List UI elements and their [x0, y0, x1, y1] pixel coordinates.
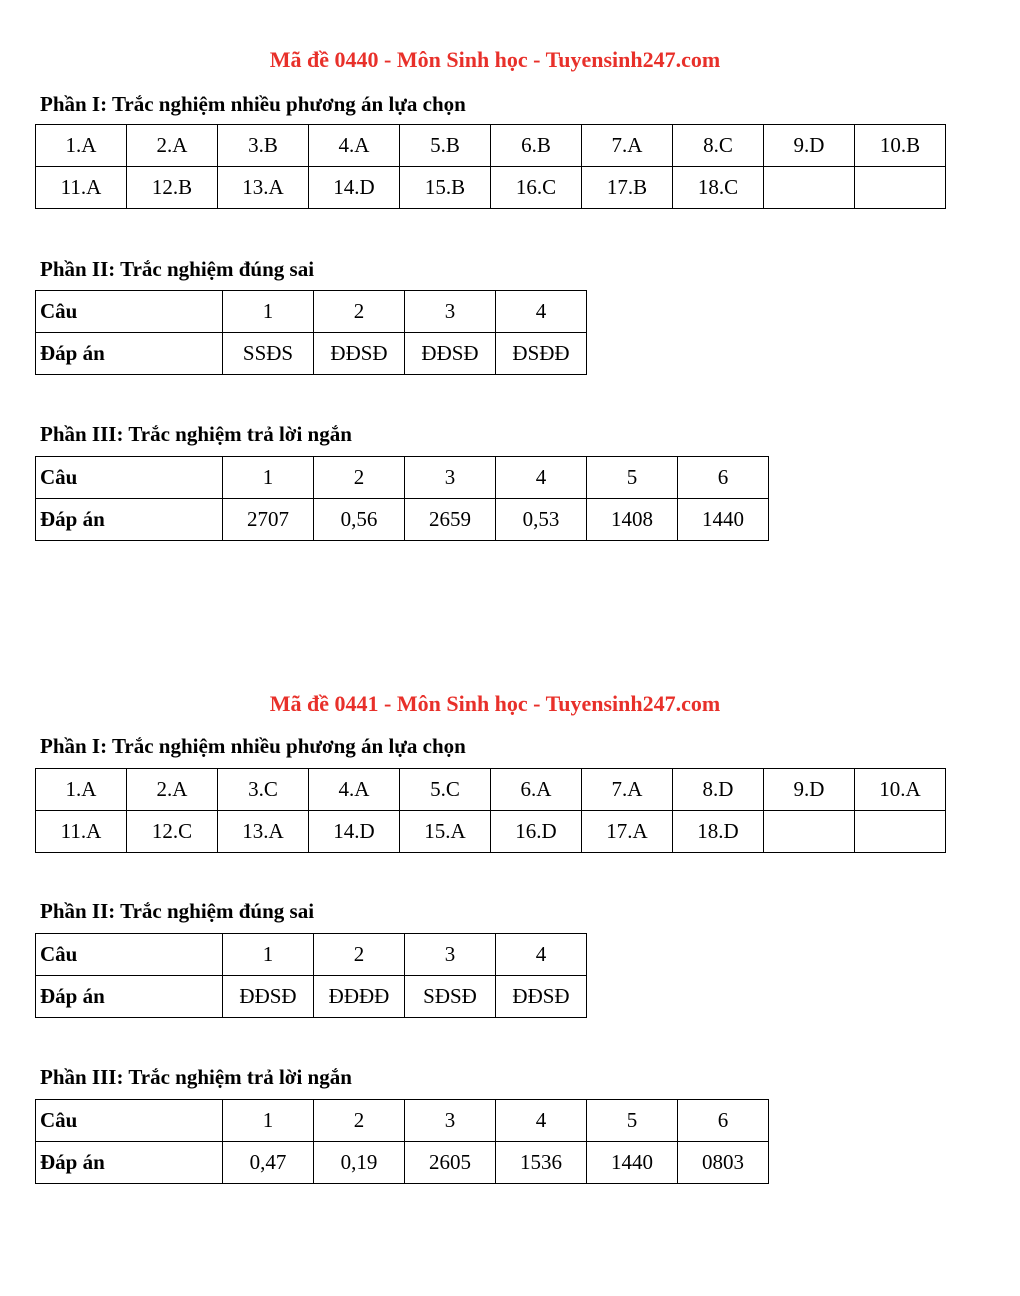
- answer-cell: 14.D: [309, 167, 400, 209]
- answer-cell: 2659: [405, 499, 496, 541]
- question-cell: 4: [496, 1100, 587, 1142]
- answer-cell: 12.C: [127, 811, 218, 853]
- part1-answer-table: [35, 124, 946, 209]
- answer-cell: 6.B: [491, 125, 582, 167]
- question-cell: 1: [223, 1100, 314, 1142]
- answer-cell: 1440: [678, 499, 769, 541]
- answer-cell: ĐSĐĐ: [496, 333, 587, 375]
- answer-cell: ĐĐSĐ: [405, 333, 496, 375]
- question-cell: 5: [587, 1100, 678, 1142]
- answer-cell: 6.A: [491, 769, 582, 811]
- question-cell: 6: [678, 457, 769, 499]
- answer-cell: 10.A: [855, 769, 946, 811]
- answer-cell: 0,47: [223, 1142, 314, 1184]
- answer-cell: 18.C: [673, 167, 764, 209]
- part3-answer-table: [35, 1099, 769, 1184]
- answer-label: Đáp án: [36, 1142, 223, 1184]
- answer-cell: 0,56: [314, 499, 405, 541]
- question-cell: 1: [223, 934, 314, 976]
- answer-cell: 8.D: [673, 769, 764, 811]
- part1-title: Phần I: Trắc nghiệm nhiều phương án lựa chọn: [40, 734, 466, 758]
- question-cell: 2: [314, 457, 405, 499]
- part1-answer-table: [35, 768, 946, 853]
- table-row: [36, 769, 946, 811]
- answer-cell: 15.A: [400, 811, 491, 853]
- answer-cell: ĐĐSĐ: [223, 976, 314, 1018]
- answer-label: Đáp án: [36, 976, 223, 1018]
- table-row: [36, 1142, 769, 1184]
- table-row: [36, 333, 587, 375]
- answer-cell: 4.A: [309, 769, 400, 811]
- answer-cell: 16.C: [491, 167, 582, 209]
- answer-label: Đáp án: [36, 333, 223, 375]
- answer-cell: 0803: [678, 1142, 769, 1184]
- answer-cell: 17.B: [582, 167, 673, 209]
- answer-cell: 13.A: [218, 811, 309, 853]
- question-cell: 2: [314, 934, 405, 976]
- answer-cell: 10.B: [855, 125, 946, 167]
- answer-cell: [764, 167, 855, 209]
- part2-title: Phần II: Trắc nghiệm đúng sai: [40, 899, 315, 923]
- exam-title: Mã đề 0441 - Môn Sinh học - Tuyensinh247.com: [269, 691, 721, 716]
- question-label: Câu: [36, 1100, 223, 1142]
- question-cell: 2: [314, 1100, 405, 1142]
- question-cell: 3: [405, 291, 496, 333]
- answer-cell: ĐĐĐĐ: [314, 976, 405, 1018]
- part2-title: Phần II: Trắc nghiệm đúng sai: [40, 257, 315, 281]
- answer-cell: 9.D: [764, 125, 855, 167]
- answer-cell: 2707: [223, 499, 314, 541]
- answer-cell: SSĐS: [223, 333, 314, 375]
- answer-cell: 18.D: [673, 811, 764, 853]
- answer-cell: [855, 811, 946, 853]
- answer-cell: 2.A: [127, 769, 218, 811]
- answer-cell: 14.D: [309, 811, 400, 853]
- answer-cell: ĐĐSĐ: [314, 333, 405, 375]
- answer-cell: 2.A: [127, 125, 218, 167]
- answer-cell: 17.A: [582, 811, 673, 853]
- question-label: Câu: [36, 291, 223, 333]
- part2-answer-table: [35, 290, 587, 375]
- table-row: [36, 1100, 769, 1142]
- question-cell: 5: [587, 457, 678, 499]
- part3-title: Phần III: Trắc nghiệm trả lời ngắn: [40, 422, 352, 446]
- part2-answer-table: [35, 933, 587, 1018]
- table-row: [36, 167, 946, 209]
- answer-cell: 3.B: [218, 125, 309, 167]
- answer-cell: 0,53: [496, 499, 587, 541]
- answer-cell: 16.D: [491, 811, 582, 853]
- question-cell: 4: [496, 291, 587, 333]
- question-cell: 3: [405, 457, 496, 499]
- table-row: [36, 457, 769, 499]
- answer-cell: 4.A: [309, 125, 400, 167]
- answer-cell: 1.A: [36, 769, 127, 811]
- table-row: [36, 976, 587, 1018]
- answer-cell: 11.A: [36, 167, 127, 209]
- part3-title: Phần III: Trắc nghiệm trả lời ngắn: [40, 1065, 352, 1089]
- answer-cell: 7.A: [582, 125, 673, 167]
- answer-cell: 9.D: [764, 769, 855, 811]
- question-label: Câu: [36, 457, 223, 499]
- answer-label: Đáp án: [36, 499, 223, 541]
- question-cell: 3: [405, 1100, 496, 1142]
- answer-cell: 7.A: [582, 769, 673, 811]
- part1-title: Phần I: Trắc nghiệm nhiều phương án lựa chọn: [40, 92, 466, 116]
- part3-answer-table: [35, 456, 769, 541]
- question-cell: 1: [223, 291, 314, 333]
- table-row: [36, 125, 946, 167]
- answer-cell: 3.C: [218, 769, 309, 811]
- answer-cell: 1440: [587, 1142, 678, 1184]
- question-cell: 4: [496, 934, 587, 976]
- question-cell: 2: [314, 291, 405, 333]
- answer-cell: 2605: [405, 1142, 496, 1184]
- exam-title: Mã đề 0440 - Môn Sinh học - Tuyensinh247.com: [269, 47, 721, 72]
- answer-cell: 12.B: [127, 167, 218, 209]
- question-cell: 6: [678, 1100, 769, 1142]
- answer-cell: [764, 811, 855, 853]
- table-row: [36, 291, 587, 333]
- question-cell: 1: [223, 457, 314, 499]
- answer-cell: 5.B: [400, 125, 491, 167]
- table-row: [36, 499, 769, 541]
- question-cell: 3: [405, 934, 496, 976]
- answer-cell: 13.A: [218, 167, 309, 209]
- table-row: [36, 811, 946, 853]
- question-cell: 4: [496, 457, 587, 499]
- answer-cell: [855, 167, 946, 209]
- answer-cell: ĐĐSĐ: [496, 976, 587, 1018]
- question-label: Câu: [36, 934, 223, 976]
- answer-cell: 15.B: [400, 167, 491, 209]
- answer-cell: 1.A: [36, 125, 127, 167]
- answer-cell: SĐSĐ: [405, 976, 496, 1018]
- answer-cell: 11.A: [36, 811, 127, 853]
- answer-cell: 1536: [496, 1142, 587, 1184]
- answer-cell: 8.C: [673, 125, 764, 167]
- answer-cell: 5.C: [400, 769, 491, 811]
- answer-cell: 1408: [587, 499, 678, 541]
- answer-cell: 0,19: [314, 1142, 405, 1184]
- table-row: [36, 934, 587, 976]
